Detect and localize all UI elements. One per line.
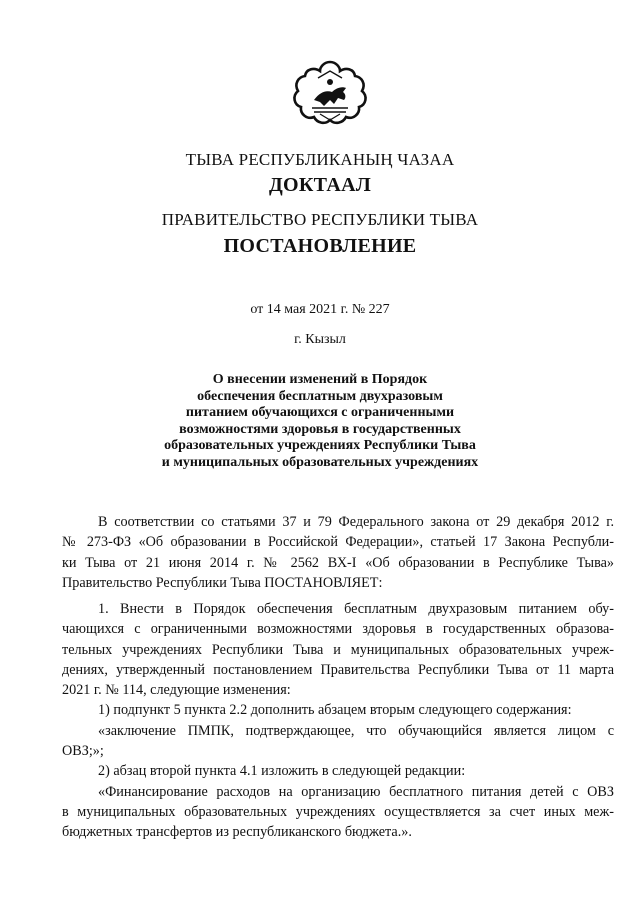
preamble-line: В соответствии со статьями 37 и 79 Федерального закона от 29 декабря 2012 г.	[98, 514, 614, 530]
header-tyva-line: ТЫВА РЕСПУБЛИКАНЫҢ ЧАЗАА	[185, 150, 455, 169]
title-line: и муниципальных образовательных учреждениях	[161, 454, 479, 470]
subitem-1-quote-line: ОВЗ;»;	[62, 743, 104, 760]
title-line: возможностями здоровья в государственных	[179, 421, 461, 437]
item-1-line: 2021 г. № 114, следующие изменения:	[62, 682, 291, 699]
document-date-number: от 14 мая 2021 г. № 227	[250, 302, 390, 317]
title-line: питанием обучающихся с ограниченными	[185, 405, 455, 421]
header-doktaal: ДОКТААЛ	[268, 174, 372, 196]
preamble-line: Правительство Республики Тыва ПОСТАНОВЛЯЕТ:	[62, 574, 383, 591]
preamble-line: № 273-ФЗ «Об образовании в Российской Федерации», статьей 17 Закона Республи-	[62, 534, 614, 551]
tuva-coat-of-arms-icon	[290, 56, 370, 136]
header-postanovlenie: ПОСТАНОВЛЕНИЕ	[223, 235, 417, 257]
title-line: О внесении изменений в Порядок	[212, 372, 428, 387]
subitem-1-quote-line: «заключение ПМПК, подтверждающее, что обучающийся является лицом с	[98, 722, 614, 739]
subitem-2-line: 2) абзац второй пункта 4.1 изложить в следующей редакции:	[98, 763, 466, 780]
title-line: обеспечения бесплатным двухразовым	[197, 388, 443, 404]
item-1-line: дениях, утвержденный постановлением Правительства Республики Тыва от 11 марта	[62, 661, 614, 678]
title-line: образовательных учреждениях Республики Тыва	[164, 438, 476, 454]
item-1-line: тельных учреждениях Республики Тыва и муниципальных образовательных учреж-	[62, 641, 614, 658]
item-1-section	[62, 599, 614, 843]
document-title	[0, 372, 640, 472]
document-city: г. Кызыл	[294, 332, 346, 347]
subitem-2-quote-line: в муниципальных образовательных учреждениях осуществляется за счет иных меж-	[62, 803, 614, 820]
subitem-2-quote-line: бюджетных трансфертов из республиканского бюджета.».	[62, 824, 412, 841]
item-1-line: 1. Внести в Порядок обеспечения бесплатным двухразовым питанием обу-	[98, 601, 614, 617]
preamble-paragraph	[62, 512, 614, 593]
item-1-line: чающихся с ограниченными возможностями здоровья в государственных образова-	[62, 621, 614, 638]
header-government-line: ПРАВИТЕЛЬСТВО РЕСПУБЛИКИ ТЫВА	[161, 210, 479, 229]
preamble-line: ки Тыва от 21 июня 2014 г. № 2562 ВХ-I «Об образовании в Республике Тыва»	[62, 554, 614, 571]
subitem-2-quote-line: «Финансирование расходов на организацию бесплатного питания детей с ОВЗ	[98, 783, 614, 800]
subitem-1-line: 1) подпункт 5 пункта 2.2 дополнить абзацем вторым следующего содержания:	[98, 702, 572, 719]
